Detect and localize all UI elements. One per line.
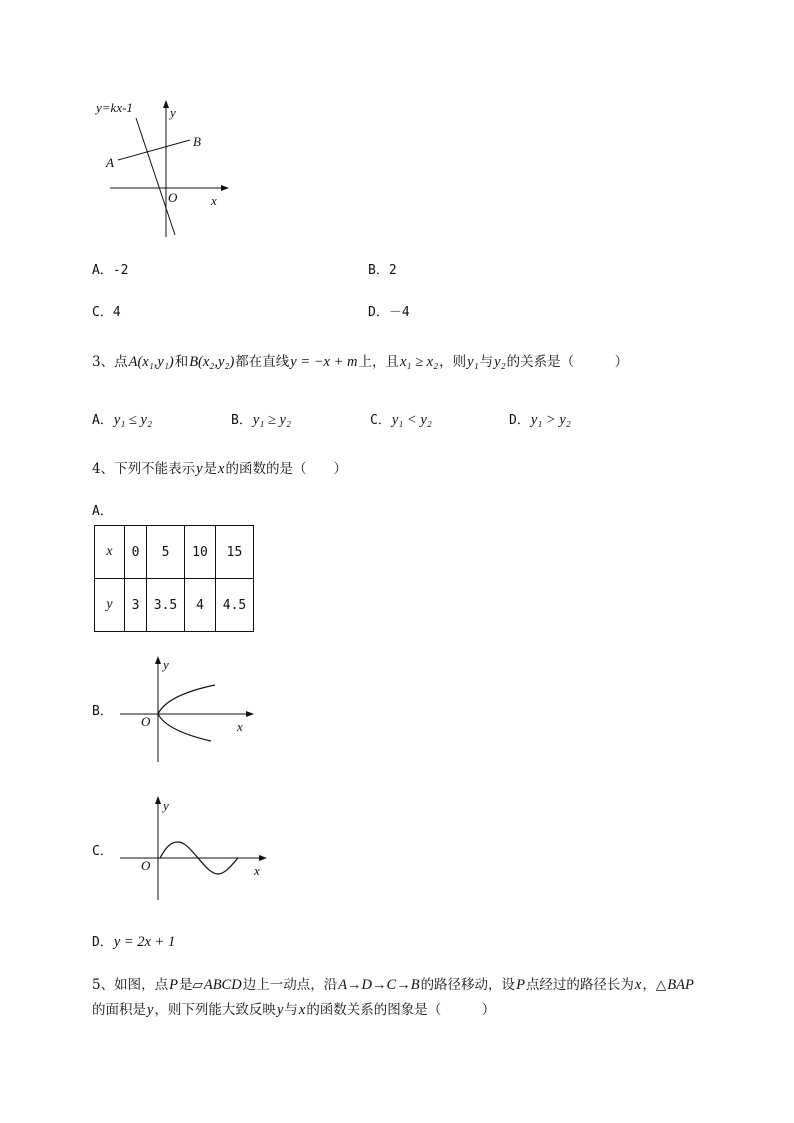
point-b-label: B	[193, 134, 201, 149]
x-axis-arrow	[259, 855, 267, 861]
q5-text: 的函数关系的图象是（ ）	[306, 1002, 496, 1018]
q2-option-c: C．4	[92, 305, 121, 320]
q3-option-d-label: D．	[509, 413, 530, 428]
q4-option-a-table	[94, 525, 254, 632]
q5-triangle-name: BAP	[667, 977, 694, 993]
q4-option-c-label: C．	[92, 844, 113, 859]
q4-option-d	[92, 934, 176, 950]
table-cell: 4.5	[216, 579, 254, 632]
q3-point-b: B(x₂,y₂)	[189, 354, 235, 370]
q4-option-a-label: A．	[92, 504, 113, 519]
q4-text: 的函数的是（ ）	[225, 461, 347, 477]
q3-text: 的关系是（ ）	[506, 354, 629, 370]
q4-stem	[92, 461, 347, 477]
lower-branch-curve	[158, 714, 211, 741]
y-axis-arrow	[163, 100, 169, 108]
q5-point-p: P	[169, 977, 178, 993]
q5-text: 的路径移动，设	[420, 977, 516, 993]
figure-line-graph	[90, 95, 235, 245]
q5-stem-line2	[92, 1002, 495, 1018]
origin-label: O	[168, 190, 178, 205]
q4-option-b-label: B．	[92, 704, 113, 719]
line-y-kx-1	[136, 118, 175, 235]
q3-option-a-label: A．	[92, 413, 113, 428]
q5-var-x: x	[634, 977, 642, 993]
q5-stem-line1	[92, 977, 695, 993]
q5-number: 5、如图，点	[92, 977, 169, 993]
q3-option-c-expr: y₁ < y₂	[391, 412, 432, 428]
q5-var-x: x	[298, 1002, 306, 1018]
q3-option-c	[370, 412, 433, 428]
q5-text: 是▱	[178, 977, 203, 993]
table-cell: 5	[147, 526, 185, 579]
q5-text: ，△	[642, 977, 667, 993]
x-axis-arrow	[246, 711, 254, 717]
q3-y1: y₁	[467, 354, 479, 370]
q5-var-y: y	[147, 1002, 154, 1018]
table-cell: 0	[125, 526, 147, 579]
x-axis-arrow	[221, 185, 229, 191]
table-row	[95, 579, 254, 632]
q3-option-a	[92, 412, 153, 428]
q3-y2: y₂	[494, 354, 506, 370]
y-axis-label: y	[170, 105, 176, 120]
line-equation-label: y=kx-1	[96, 100, 133, 115]
q3-text: 上，且	[358, 354, 399, 370]
q4-option-d-expr: y = 2x + 1	[113, 934, 176, 950]
origin-label: O	[141, 858, 151, 873]
q3-option-c-label: C．	[370, 413, 391, 428]
table-cell: 10	[185, 526, 216, 579]
origin-label: O	[141, 714, 151, 729]
q5-text: ，则下列能大致反映	[154, 1002, 276, 1018]
table-cell: 15	[216, 526, 254, 579]
q3-text: 与	[479, 354, 494, 370]
q3-condition: x₁ ≥ x₂	[399, 354, 439, 370]
q3-text: ，则	[439, 354, 467, 370]
x-axis-label: x	[211, 193, 217, 208]
q3-stem	[92, 354, 628, 370]
q3-option-d-expr: y₁ > y₂	[530, 412, 571, 428]
q4-var-y: y	[196, 461, 203, 477]
table-cell: 3.5	[147, 579, 185, 632]
y-axis-label: y	[163, 798, 169, 813]
q3-number: 3、点	[92, 354, 128, 370]
q5-path: A→D→C→B	[338, 977, 420, 993]
table-row	[95, 526, 254, 579]
q5-point-p: P	[516, 977, 525, 993]
table-cell: 3	[125, 579, 147, 632]
upper-branch-curve	[158, 685, 215, 714]
x-axis-label: x	[237, 719, 243, 734]
line-ab	[118, 140, 190, 160]
q5-text: 边上一动点，沿	[242, 977, 338, 993]
x-axis-label: x	[254, 863, 260, 878]
q3-option-d	[509, 412, 572, 428]
q3-option-b	[231, 412, 292, 428]
q2-option-b: B．2	[368, 263, 397, 278]
q3-text: 和	[174, 354, 189, 370]
q4-option-d-label: D．	[92, 935, 113, 950]
table-cell-header: y	[95, 579, 125, 632]
q4-option-c-graph	[115, 795, 270, 905]
q5-parallelogram-name: ABCD	[203, 977, 242, 993]
q4-option-b-graph	[115, 655, 260, 767]
q3-line-equation: y = −x + m	[290, 354, 358, 370]
q3-point-a: A(x₁,y₁)	[128, 354, 174, 370]
q3-option-b-expr: y₁ ≥ y₂	[252, 412, 291, 428]
q3-option-a-expr: y₁ ≤ y₂	[113, 412, 152, 428]
q2-option-a: A．-2	[92, 263, 129, 278]
q5-text: 点经过的路径长为	[525, 977, 634, 993]
point-a-label: A	[106, 155, 114, 170]
q4-text: 是	[203, 461, 218, 477]
q2-option-d: D．－4	[368, 305, 410, 320]
q5-var-y: y	[276, 1002, 284, 1018]
q4-number: 4、下列不能表示	[92, 461, 196, 477]
table-cell-header: x	[95, 526, 125, 579]
q5-text: 与	[284, 1002, 298, 1018]
table-cell: 4	[185, 579, 216, 632]
y-axis-label: y	[163, 657, 169, 672]
q3-option-b-label: B．	[231, 413, 252, 428]
q3-text: 都在直线	[235, 354, 290, 370]
q5-text: 的面积是	[92, 1002, 146, 1018]
y-axis-arrow	[155, 796, 161, 804]
y-axis-arrow	[155, 656, 161, 664]
q4-var-x: x	[218, 461, 225, 477]
